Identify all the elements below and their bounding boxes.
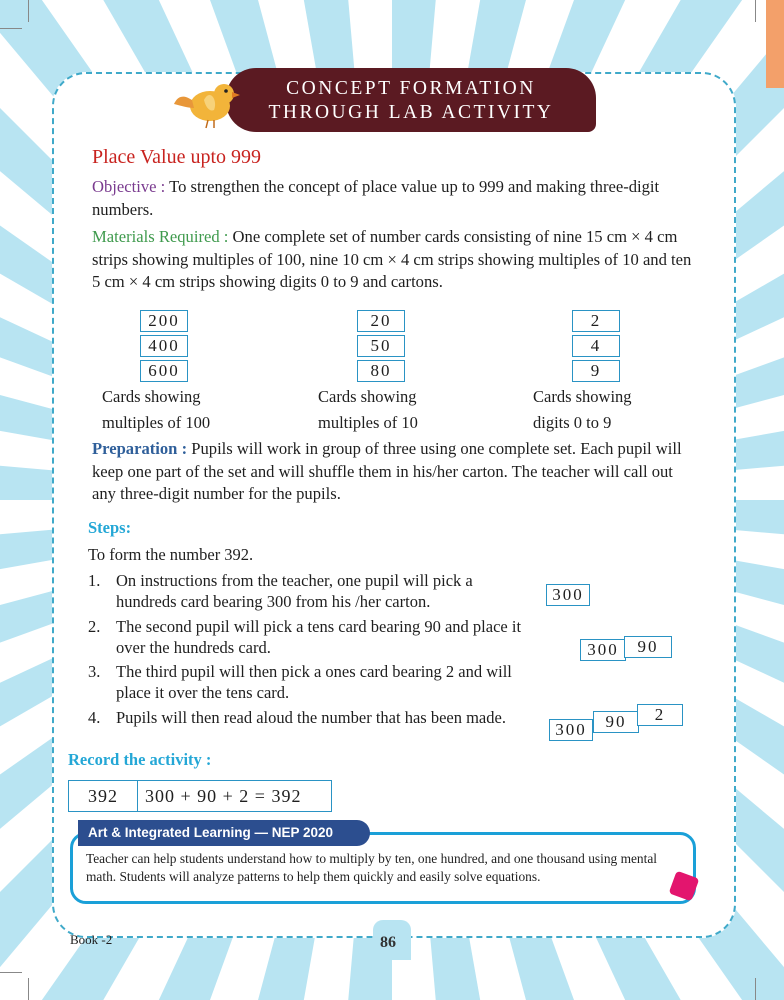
- card-caption: multiples of 10: [318, 413, 418, 432]
- step-text: The third pupil will then pick a ones card bearing 2 and will place it over the tens card.: [116, 662, 512, 702]
- number-card: 80: [357, 360, 405, 382]
- card-caption: Cards showing: [318, 387, 417, 406]
- number-card: 2: [572, 310, 620, 332]
- materials: [92, 226, 692, 294]
- ail-title: Art & Integrated Learning — NEP 2020: [78, 820, 370, 846]
- number-card: 600: [140, 360, 188, 382]
- step-number: 1.: [88, 571, 101, 590]
- hundreds-card: 300: [549, 719, 593, 741]
- preparation-text: Pupils will work in group of three using one complete set. Each pupil will keep one part of the set and will shuffle them in his/her carton. The teacher will call out any three-digit number for the pupils.: [92, 439, 682, 503]
- ones-card: 2: [637, 704, 683, 726]
- step-number: 3.: [88, 662, 101, 681]
- hundreds-card: 300: [580, 639, 626, 661]
- preparation: [92, 438, 692, 506]
- step-item: [88, 661, 528, 703]
- materials-text: One complete set of number cards consisting of nine 15 cm × 4 cm strips showing multiples of 100, nine 10 cm × 4 cm strips showing multiples of 10 and ten 5 cm × 4 cm strips showing digits 0 to 9 and cartons.: [92, 227, 692, 291]
- record-expansion: 300 + 90 + 2 = 392: [145, 786, 302, 806]
- crop-mark: [28, 978, 29, 1000]
- hundreds-card: 300: [546, 584, 590, 606]
- book-label: Book -2: [70, 932, 113, 947]
- step-text: The second pupil will pick a tens card bearing 90 and place it over the hundreds card.: [116, 617, 522, 657]
- corner-tab: [766, 0, 784, 88]
- tens-card: 90: [624, 636, 672, 658]
- crop-mark: [755, 978, 756, 1000]
- objective: [92, 176, 692, 221]
- card-caption: digits 0 to 9: [533, 413, 612, 432]
- number-card: 9: [572, 360, 620, 382]
- number-card: 4: [572, 335, 620, 357]
- page-number: 86: [380, 934, 396, 951]
- record-table: [68, 780, 332, 812]
- page-banner: [226, 68, 596, 132]
- crop-mark: [0, 28, 22, 29]
- crop-mark: [28, 0, 29, 22]
- steps-heading: Steps:: [88, 518, 132, 537]
- objective-label: Objective :: [92, 177, 166, 196]
- banner-line-1: CONCEPT FORMATION: [286, 78, 536, 99]
- objective-text: To strengthen the concept of place value up to 999 and making three-digit numbers.: [92, 177, 660, 219]
- step-number: 2.: [88, 617, 101, 636]
- step-item: [88, 616, 528, 658]
- record-heading: Record the activity :: [68, 750, 212, 769]
- step-text: Pupils will then read aloud the number that has been made.: [116, 708, 506, 727]
- crop-mark: [755, 0, 756, 22]
- number-card: 50: [357, 335, 405, 357]
- page-title: Place Value upto 999: [92, 146, 262, 168]
- materials-label: Materials Required :: [92, 227, 229, 246]
- step-text: On instructions from the teacher, one pupil will pick a hundreds card bearing 300 from his /her carton.: [116, 571, 473, 611]
- tens-card: 90: [593, 711, 639, 733]
- crop-mark: [0, 972, 22, 973]
- card-caption: Cards showing: [102, 387, 201, 406]
- preparation-label: Preparation :: [92, 439, 188, 458]
- record-number: 392: [69, 781, 138, 811]
- step-number: 4.: [88, 708, 101, 727]
- bird-icon: [170, 70, 240, 130]
- card-caption: multiples of 100: [102, 413, 211, 432]
- banner-line-2: THROUGH LAB ACTIVITY: [268, 102, 554, 123]
- number-card: 400: [140, 335, 188, 357]
- number-card: 20: [357, 310, 405, 332]
- steps-intro: To form the number 392.: [88, 545, 254, 564]
- ail-text: Teacher can help students understand how to multiply by ten, one hundred, and one thousand using mental math. Students will analyze patterns to help them quickly and easily solve equations.: [86, 851, 658, 884]
- card-caption: Cards showing: [533, 387, 632, 406]
- step-item: [88, 707, 528, 749]
- step-item: [88, 570, 528, 612]
- number-card: 200: [140, 310, 188, 332]
